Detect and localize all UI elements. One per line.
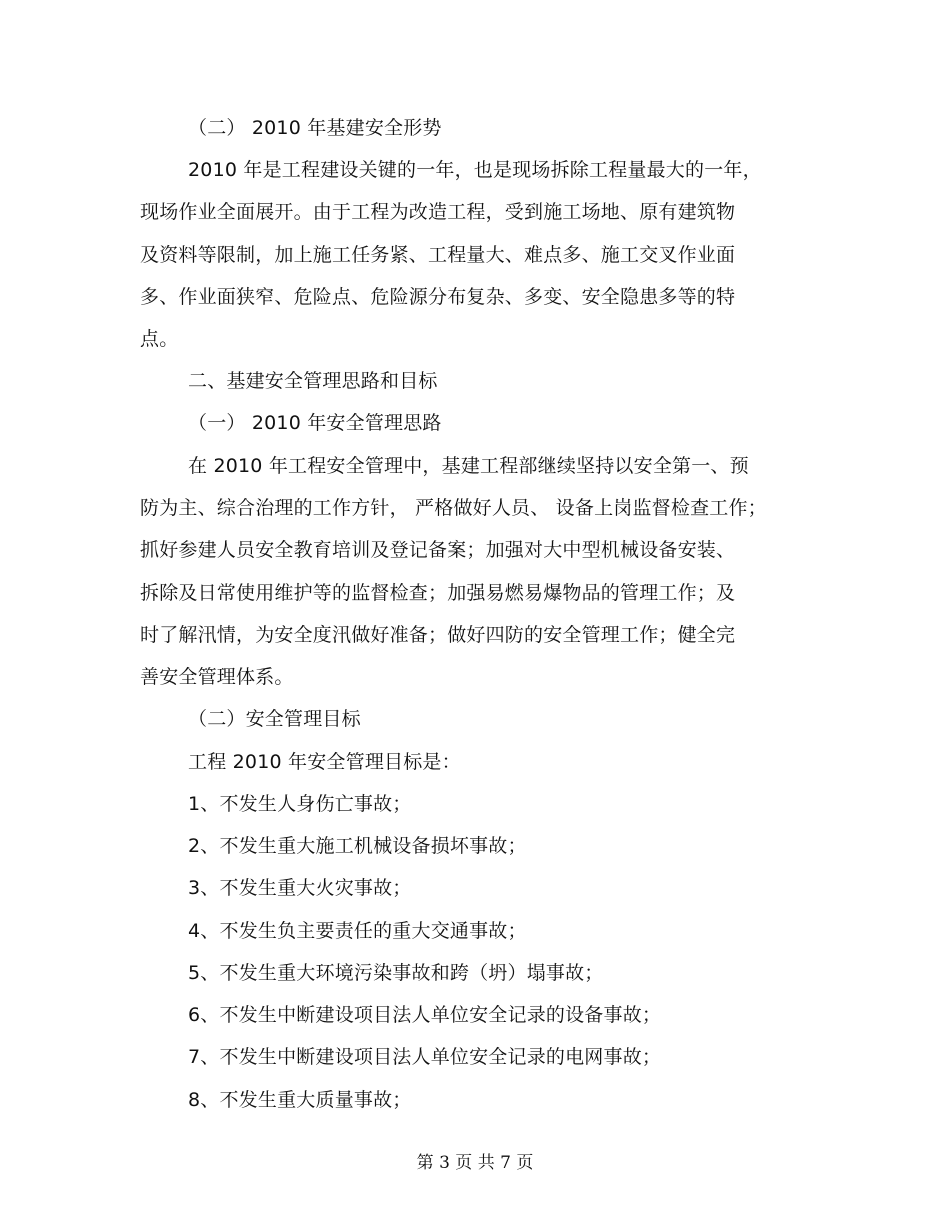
paragraph-line: 抓好参建人员安全教育培训及登记备案；加强对大中型机械设备安装、 bbox=[140, 539, 736, 561]
page-number-footer: 第 3 页 共 7 页 bbox=[416, 1153, 534, 1173]
list-item: 8、不发生重大质量事故； bbox=[188, 1089, 412, 1111]
section-heading: （一） 2010 年安全管理思路 bbox=[188, 412, 442, 434]
paragraph-line: 点。 bbox=[140, 328, 179, 350]
paragraph-line: 2010 年是工程建设关键的一年，也是现场拆除工程量最大的一年， bbox=[188, 159, 762, 181]
list-item: 5、不发生重大环境污染事故和跨（坍）塌事故； bbox=[188, 962, 604, 984]
paragraph-line: 防为主、综合治理的工作方针， 严格做好人员、 设备上岗监督检查工作； bbox=[140, 497, 767, 519]
section-heading: （二） 2010 年基建安全形势 bbox=[188, 117, 442, 139]
paragraph-line: 拆除及日常使用维护等的监督检查；加强易燃易爆物品的管理工作；及 bbox=[140, 582, 736, 604]
paragraph-line: 现场作业全面展开。由于工程为改造工程，受到施工场地、原有建筑物 bbox=[140, 201, 736, 223]
paragraph-line: 工程 2010 年安全管理目标是： bbox=[188, 751, 461, 773]
list-item: 4、不发生负主要责任的重大交通事故； bbox=[188, 920, 527, 942]
list-item: 2、不发生重大施工机械设备损坏事故； bbox=[188, 835, 527, 857]
paragraph-line: 时了解汛情，为安全度汛做好准备；做好四防的安全管理工作；健全完 bbox=[140, 624, 736, 646]
paragraph-line: 在 2010 年工程安全管理中，基建工程部继续坚持以安全第一、预 bbox=[188, 455, 749, 477]
section-heading: 二、基建安全管理思路和目标 bbox=[188, 370, 438, 392]
list-item: 3、不发生重大火灾事故； bbox=[188, 877, 412, 899]
list-item: 7、不发生中断建设项目法人单位安全记录的电网事故； bbox=[188, 1046, 662, 1068]
paragraph-line: 多、作业面狭窄、危险点、危险源分布复杂、多变、安全隐患多等的特 bbox=[140, 286, 736, 308]
list-item: 1、不发生人身伤亡事故； bbox=[188, 793, 412, 815]
paragraph-line: 及资料等限制，加上施工任务紧、工程量大、难点多、施工交叉作业面 bbox=[140, 244, 736, 266]
list-item: 6、不发生中断建设项目法人单位安全记录的设备事故； bbox=[188, 1004, 662, 1026]
section-heading: （二）安全管理目标 bbox=[188, 708, 361, 730]
paragraph-line: 善安全管理体系。 bbox=[140, 666, 294, 688]
